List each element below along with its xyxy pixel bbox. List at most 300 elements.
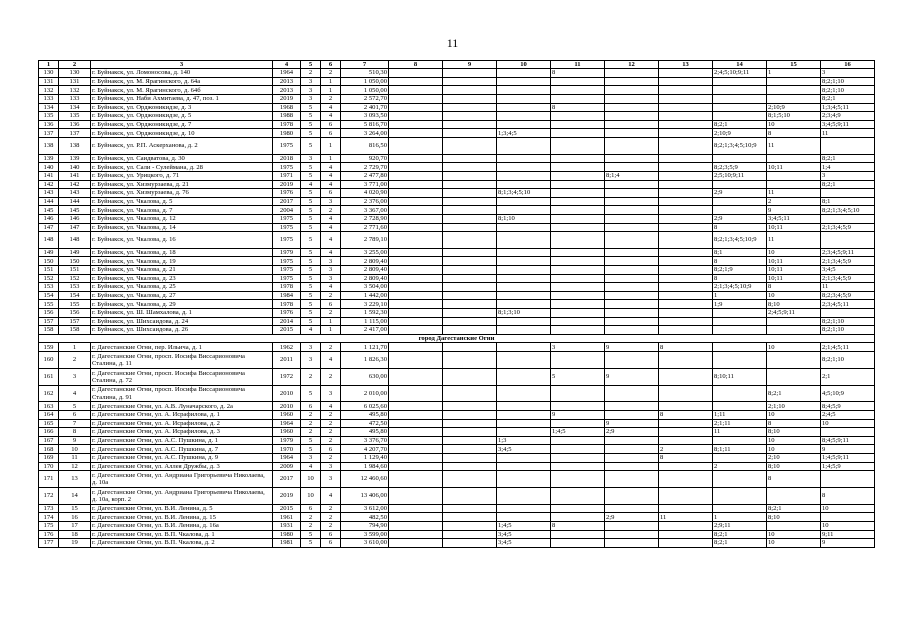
column-header: 6 [321,61,341,69]
table-cell [389,504,443,513]
table-cell [605,402,659,411]
table-cell [551,300,605,309]
table-cell [443,428,497,437]
table-cell: 1 129,40 [341,453,389,462]
table-cell: 13 406,00 [341,487,389,504]
table-cell [659,189,713,198]
table-cell: 2 [59,352,91,369]
table-cell [497,77,551,86]
table-cell: 1975 [273,274,301,283]
table-cell [389,368,443,385]
table-cell: 8;4;5;9;11 [821,436,875,445]
table-cell: 2;1;3;4;5;10;9 [713,283,767,292]
table-cell: 10 [821,419,875,428]
table-cell [551,462,605,471]
table-cell: 152 [39,274,59,283]
table-cell: 1 [321,317,341,326]
table-cell: 1 [713,291,767,300]
table-cell: 158 [39,326,59,335]
table-row [39,232,875,249]
table-cell: 10 [767,445,821,454]
table-cell: 1 050,00 [341,77,389,86]
table-cell: 8;10;11 [713,368,767,385]
address-cell: г. Буйнакск, ул. Чкалова, д. 19 [91,257,273,266]
table-cell: 8;2;3;4;5;9 [821,291,875,300]
table-cell: 920,70 [341,154,389,163]
table-cell [821,471,875,488]
table-cell [551,120,605,129]
table-cell: 4 [301,326,321,335]
address-cell: г. Буйнакск, ул. Чкалова, д. 12 [91,214,273,223]
table-cell: 148 [39,232,59,249]
table-cell: 2 809,40 [341,257,389,266]
table-cell: 1;3;4;5 [497,129,551,138]
table-cell [443,436,497,445]
table-cell: 174 [39,513,59,522]
table-cell [551,171,605,180]
table-cell: 8;1;3;4;5;10 [497,189,551,198]
header-row [39,61,875,69]
table-cell: 133 [59,94,91,103]
table-cell: 154 [39,291,59,300]
table-cell: 3 [321,266,341,275]
table-cell: 5 [301,206,321,215]
table-cell: 165 [39,419,59,428]
table-row [39,326,875,335]
table-cell [389,94,443,103]
table-cell [605,137,659,154]
table-row [39,189,875,198]
table-cell: 151 [59,266,91,275]
table-cell: 11 [767,232,821,249]
table-cell [605,453,659,462]
table-cell: 2 [301,428,321,437]
table-cell: 136 [39,120,59,129]
table-cell: 1975 [273,257,301,266]
table-cell [389,352,443,369]
address-cell: г. Дагестанские Огни, ул. Аллея Дружбы, д. 3 [91,462,273,471]
table-cell: 2 [659,445,713,454]
table-cell [605,223,659,232]
table-cell: 10 [767,539,821,548]
table-cell [497,257,551,266]
table-cell: 155 [59,300,91,309]
table-cell: 9 [821,445,875,454]
table-cell: 8 [551,69,605,78]
table-cell: 142 [39,180,59,189]
table-cell [497,504,551,513]
table-cell: 157 [59,317,91,326]
address-cell: г. Буйнакск, ул. Орджоникидзе, д. 5 [91,112,273,121]
table-cell [821,232,875,249]
table-cell: 1 [713,513,767,522]
table-cell: 163 [39,402,59,411]
table-cell: 8;10 [767,513,821,522]
table-cell [713,343,767,352]
table-cell: 11 [767,137,821,154]
table-cell: 5 [301,385,321,402]
table-cell: 8;2;1;10 [821,326,875,335]
table-cell: 177 [39,539,59,548]
table-cell [605,77,659,86]
table-cell [767,94,821,103]
table-cell [497,513,551,522]
table-cell: 2;9;11 [713,521,767,530]
table-cell [659,112,713,121]
table-cell [659,120,713,129]
table-cell [659,180,713,189]
table-cell: 8 [767,419,821,428]
column-header: 5 [301,61,321,69]
table-row [39,462,875,471]
table-cell: 1975 [273,232,301,249]
table-row [39,352,875,369]
section-row [39,334,875,343]
table-cell: 1 592,30 [341,309,389,318]
table-cell [551,163,605,172]
table-cell: 4 [321,232,341,249]
table-cell: 168 [39,445,59,454]
table-cell: 1975 [273,137,301,154]
table-cell: 10;11 [767,266,821,275]
table-cell [389,487,443,504]
table-cell [605,539,659,548]
table-cell: 5 [301,445,321,454]
table-cell: 19 [59,539,91,548]
table-cell: 3 [821,171,875,180]
column-header: 9 [443,61,497,69]
table-cell: 1978 [273,120,301,129]
column-header: 14 [713,61,767,69]
table-cell [659,86,713,95]
table-cell [443,368,497,385]
table-cell [767,317,821,326]
table-cell [389,539,443,548]
table-row [39,291,875,300]
table-cell [389,521,443,530]
table-cell: 8;2;1;3;4;5;10;9 [713,232,767,249]
table-cell [605,352,659,369]
table-cell: 11 [713,428,767,437]
table-cell: 2;3;4;5;9;11 [821,248,875,257]
table-cell: 141 [59,171,91,180]
address-cell: г. Дагестанские Огни, ул. Андриана Григорьевича Николаева, д. 10а, корп. 2 [91,487,273,504]
table-cell: 155 [39,300,59,309]
table-cell [713,112,767,121]
table-cell [605,291,659,300]
table-cell [605,69,659,78]
table-cell [659,248,713,257]
table-cell [389,300,443,309]
address-cell: г. Дагестанские Огни, просп. Иосифа Виссарионовича Сталина, д. 72 [91,368,273,385]
table-cell: 2019 [273,94,301,103]
table-cell [443,274,497,283]
table-cell [443,317,497,326]
table-cell: 1980 [273,129,301,138]
table-cell [659,326,713,335]
table-cell: 2 [321,436,341,445]
table-cell [713,471,767,488]
table-cell [389,266,443,275]
address-cell: г. Дагестанские Огни, ул. В.И. Ленина, д. 5 [91,504,273,513]
table-cell: 3;4;5 [497,530,551,539]
column-header: 10 [497,61,551,69]
table-cell [443,283,497,292]
table-cell: 2;1;10 [767,402,821,411]
table-cell [713,436,767,445]
table-cell [443,180,497,189]
table-cell [659,206,713,215]
table-cell: 1931 [273,521,301,530]
table-cell [497,419,551,428]
table-cell: 8;2;1 [821,180,875,189]
table-cell: 4 [59,385,91,402]
table-cell [443,487,497,504]
table-cell [443,462,497,471]
table-cell: 3;4;5 [821,266,875,275]
table-row [39,77,875,86]
table-cell: 3;4;5 [497,445,551,454]
table-cell [497,103,551,112]
table-cell: 2004 [273,206,301,215]
table-cell: 5 [301,317,321,326]
address-cell: г. Дагестанские Огни, ул. А.С. Пушкина, д. 1 [91,436,273,445]
table-cell: 4 [321,112,341,121]
table-cell: 3 504,00 [341,283,389,292]
table-row [39,436,875,445]
table-cell: 2 [321,419,341,428]
table-cell: 1 050,00 [341,86,389,95]
table-cell: 4 020,90 [341,189,389,198]
table-cell [605,232,659,249]
table-cell: 135 [59,112,91,121]
column-header: 12 [605,61,659,69]
address-cell: г. Буйнакск, ул. М. Ярагинского, д. 64а [91,77,273,86]
table-cell: 9 [821,539,875,548]
table-cell: 10 [301,471,321,488]
table-cell [389,154,443,163]
table-cell [389,291,443,300]
table-cell: 1984 [273,291,301,300]
table-cell: 9 [605,419,659,428]
table-cell: 131 [39,77,59,86]
column-header: 7 [341,61,389,69]
table-cell [713,180,767,189]
table-row [39,112,875,121]
table-cell [605,257,659,266]
table-cell [389,103,443,112]
table-row [39,163,875,172]
table-cell [443,445,497,454]
table-cell [443,154,497,163]
table-cell: 1 442,00 [341,291,389,300]
table-cell: 2 [321,309,341,318]
table-cell [389,274,443,283]
table-cell [443,352,497,369]
table-cell: 3 [59,368,91,385]
table-cell: 172 [39,487,59,504]
table-cell [659,309,713,318]
table-row [39,368,875,385]
table-cell [389,445,443,454]
table-cell [443,189,497,198]
table-cell: 146 [39,214,59,223]
table-cell: 154 [59,291,91,300]
table-cell [551,352,605,369]
table-cell [497,171,551,180]
table-cell: 11 [767,189,821,198]
table-row [39,530,875,539]
table-cell [605,163,659,172]
table-cell [713,103,767,112]
table-cell: 8;1;3;10 [497,309,551,318]
table-cell [551,453,605,462]
table-cell [443,300,497,309]
table-cell: 10 [767,248,821,257]
table-cell: 3 771,00 [341,180,389,189]
table-cell: 2 [321,428,341,437]
table-row [39,317,875,326]
table-cell [659,291,713,300]
table-cell: 5 [301,214,321,223]
table-cell: 135 [39,112,59,121]
table-cell: 140 [59,163,91,172]
table-cell: 1971 [273,171,301,180]
table-cell: 2018 [273,154,301,163]
table-cell [551,77,605,86]
table-cell [605,86,659,95]
table-cell [443,206,497,215]
table-cell: 1 [321,137,341,154]
table-cell: 6 [321,189,341,198]
table-cell: 1964 [273,419,301,428]
table-cell [443,103,497,112]
table-cell: 5 [301,120,321,129]
table-cell [659,385,713,402]
table-cell: 2 [321,513,341,522]
table-cell: 11 [821,283,875,292]
address-cell: г. Буйнакск, ул. Орджоникидзе, д. 10 [91,129,273,138]
table-row [39,428,875,437]
table-cell: 8;1;11 [713,445,767,454]
table-cell [443,411,497,420]
table-cell: 170 [39,462,59,471]
table-cell: 2 [321,504,341,513]
table-cell: 9 [551,411,605,420]
table-cell: 1975 [273,223,301,232]
table-cell: 2;1;3;4;5;9 [821,223,875,232]
table-cell: 1975 [273,266,301,275]
table-cell: 1981 [273,539,301,548]
table-cell: 1 [767,69,821,78]
table-cell: 10 [821,504,875,513]
table-cell [389,436,443,445]
table-cell: 150 [59,257,91,266]
table-cell: 144 [59,197,91,206]
table-cell: 3 [301,86,321,95]
table-cell [443,232,497,249]
table-cell: 139 [59,154,91,163]
table-cell: 8 [659,343,713,352]
table-cell: 2013 [273,77,301,86]
table-row [39,129,875,138]
table-cell: 130 [59,69,91,78]
table-cell: 1 [321,326,341,335]
table-cell: 5 [301,163,321,172]
table-cell: 176 [39,530,59,539]
table-cell [389,453,443,462]
table-cell: 5 [301,266,321,275]
table-cell [389,411,443,420]
table-cell: 3 [321,274,341,283]
table-cell: 7 [59,419,91,428]
table-cell [497,283,551,292]
table-cell: 4 [301,462,321,471]
table-cell [659,352,713,369]
table-cell [605,266,659,275]
table-cell [659,436,713,445]
address-cell: г. Буйнакск, ул. Саидватова, д. 30 [91,154,273,163]
table-cell [767,487,821,504]
table-cell: 2 401,70 [341,103,389,112]
address-cell: г. Буйнакск, ул. Орджоникидзе, д. 7 [91,120,273,129]
table-cell: 6 [321,539,341,548]
table-cell: 8 [551,103,605,112]
table-cell: 8 [767,129,821,138]
table-cell: 8;2;1 [767,385,821,402]
address-cell: г. Дагестанские Огни, ул. В.И. Ленина, д. 15 [91,513,273,522]
table-cell [605,436,659,445]
table-cell: 2 [321,411,341,420]
table-cell [443,112,497,121]
table-cell: 11 [659,513,713,522]
table-cell: 171 [39,471,59,488]
table-cell [443,86,497,95]
table-cell: 510,30 [341,69,389,78]
table-cell [767,86,821,95]
table-cell: 132 [39,86,59,95]
table-cell [713,326,767,335]
table-cell: 482,50 [341,513,389,522]
table-cell [389,214,443,223]
housing-table [38,60,875,548]
table-cell [389,471,443,488]
table-cell: 3 599,00 [341,530,389,539]
table-cell [497,352,551,369]
table-cell: 2;5;10;9;11 [713,171,767,180]
table-row [39,453,875,462]
table-cell: 3 [301,352,321,369]
table-cell [605,180,659,189]
column-header: 11 [551,61,605,69]
table-cell [659,171,713,180]
table-cell: 2015 [273,504,301,513]
table-cell [551,504,605,513]
table-cell [767,154,821,163]
table-cell: 8;2;1;9 [713,266,767,275]
table-cell: 6 [321,530,341,539]
table-cell [713,309,767,318]
table-cell [497,385,551,402]
table-cell: 175 [39,521,59,530]
table-cell: 1;4;5;9;11 [821,453,875,462]
address-cell: г. Буйнакск, ул. Орджоникидзе, д. 3 [91,103,273,112]
table-cell: 2;1;3;4;5;9 [821,274,875,283]
table-cell [443,77,497,86]
table-cell [821,309,875,318]
table-cell [659,103,713,112]
table-cell [497,206,551,215]
